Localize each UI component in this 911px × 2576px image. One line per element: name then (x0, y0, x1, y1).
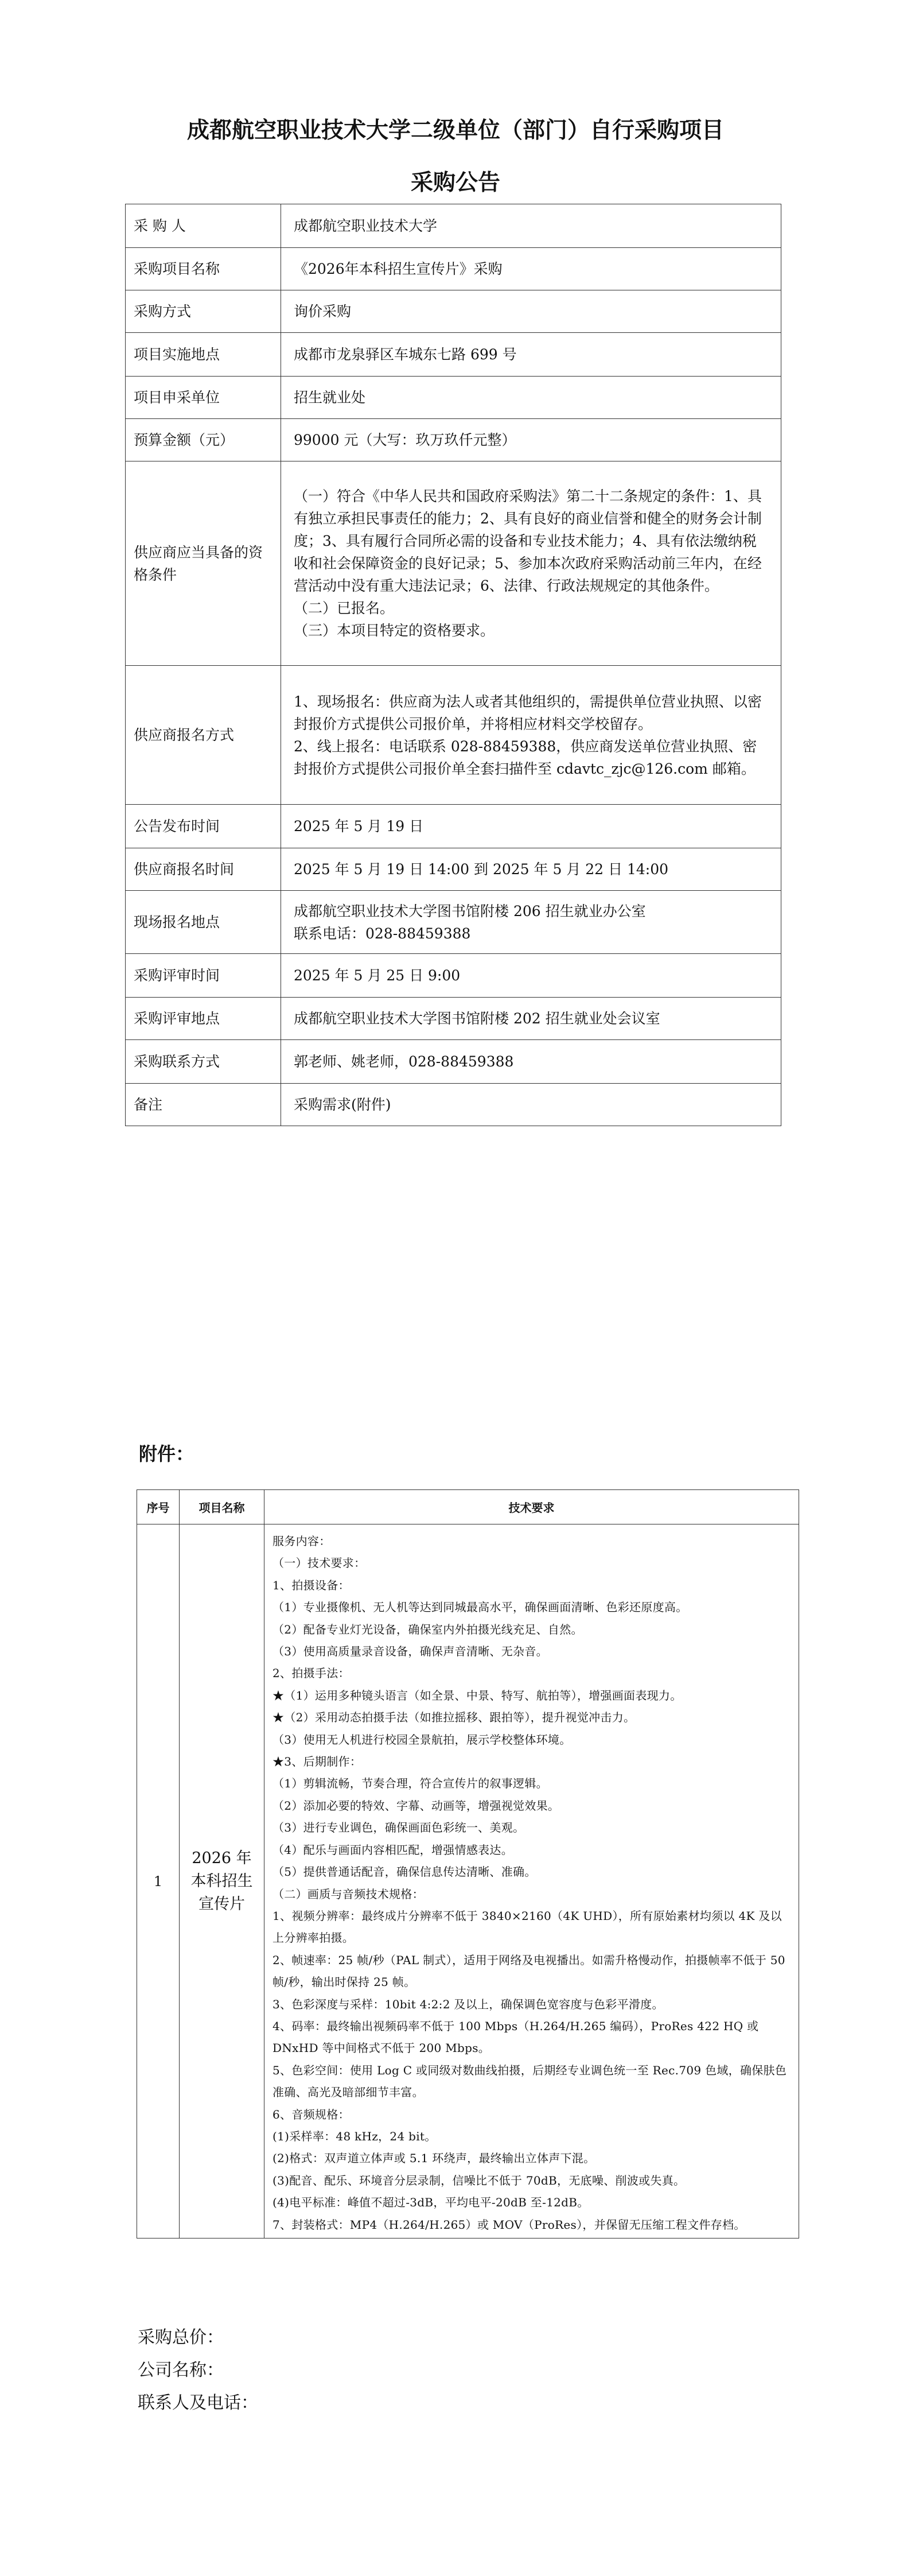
field-value-line: 成都航空职业技术大学图书馆附楼 206 招生就业办公室 (294, 902, 646, 920)
header-seq: 序号 (137, 1490, 180, 1524)
spec-line: 5、色彩空间：使用 Log C 或同级对数曲线拍摄，后期经专业调色统一至 Rec.709 色域，确保肤色准确、高光及暗部细节丰富。 (272, 2063, 787, 2100)
field-value-line: 2025 年 5 月 25 日 9:00 (294, 967, 461, 984)
spec-line: (2)格式：双声道立体声或 5.1 环绕声，最终输出立体声下混。 (272, 2151, 595, 2166)
table-header-row (137, 1490, 799, 1524)
field-value (281, 204, 781, 248)
row-technical-requirements (264, 1524, 799, 2239)
table-row (126, 848, 781, 891)
spec-line: （3）使用无人机进行校园全景航拍，展示学校整体环境。 (272, 1732, 571, 1747)
spec-line: 1、视频分辨率：最终成片分辨率不低于 3840×2160（4K UHD），所有原始素材均须以 4K 及以上分辨率拍摄。 (272, 1908, 782, 1945)
field-value-line: 2、线上报名：电话联系 028-88459388，供应商发送单位营业执照、密封报价方式提供公司报价单全套扫描件至 cdavtc_zjc@126.com 邮箱。 (294, 738, 757, 777)
field-value-line: 2025 年 5 月 19 日 (294, 818, 424, 835)
table-row (137, 1524, 799, 2239)
spec-line: ★（2）采用动态拍摄手法（如推拉摇移、跟拍等），提升视觉冲击力。 (272, 1710, 636, 1725)
field-label: 项目实施地点 (126, 333, 281, 377)
table-row (126, 666, 781, 805)
field-value (281, 998, 781, 1040)
field-value (281, 1084, 781, 1126)
spec-line: （4）配乐与画面内容相匹配，增强情感表达。 (272, 1842, 513, 1857)
field-label: 采购评审时间 (126, 954, 281, 998)
row-project-name: 2026 年本科招生宣传片 (180, 1524, 264, 2239)
spec-line: 3、色彩深度与采样：10bit 4:2:2 及以上，确保调色宽容度与色彩平滑度。 (272, 1997, 664, 2011)
spec-line: 1、拍摄设备： (272, 1578, 350, 1592)
field-value-line: 2025 年 5 月 19 日 14:00 到 2025 年 5 月 22 日 14:00 (294, 861, 669, 878)
field-value (281, 290, 781, 333)
field-value (281, 666, 781, 805)
field-value-line: 采购需求(附件) (294, 1096, 391, 1113)
table-row (126, 333, 781, 377)
table-row (126, 419, 781, 461)
spec-line: （5）提供普通话配音，确保信息传达清晰、准确。 (272, 1865, 536, 1879)
footer-contact: 联系人及电话： (138, 2393, 258, 2413)
spec-line: (1)采样率：48 kHz，24 bit。 (272, 2129, 437, 2143)
field-value-line: 郭老师、姚老师，028-88459388 (294, 1053, 514, 1070)
spec-line: 4、码率：最终输出视频码率不低于 100 Mbps（H.264/H.265 编码），ProRes 422 HQ 或 DNxHD 等中间格式不低于 200 Mbps。 (272, 2019, 759, 2055)
spec-line: （3）使用高质量录音设备，确保声音清晰、无杂音。 (272, 1644, 548, 1659)
field-label: 采购联系方式 (126, 1040, 281, 1084)
field-value-line: 成都航空职业技术大学图书馆附楼 202 招生就业处会议室 (294, 1010, 660, 1027)
field-label: 项目申采单位 (126, 377, 281, 419)
field-value-line: 成都航空职业技术大学 (294, 218, 438, 234)
technical-requirements-table (137, 1489, 799, 2239)
table-row (126, 954, 781, 998)
field-value-line: （一）符合《中华人民共和国政府采购法》第二十二条规定的条件：1、具有独立承担民事责任的能力；2、具有良好的商业信誉和健全的财务会计制度；3、具有履行合同所必需的设备和专业技术能力；4、具有依法缴纳税收和社会保障资金的良好记录；5、参加本次政府采购活动前三年内，在经营活动中没有重大违法记录；6、法律、行政法规规定的其他条件。 (294, 488, 762, 594)
spec-line: （一）技术要求： (272, 1556, 366, 1570)
field-value (281, 248, 781, 290)
field-value-line: 招生就业处 (294, 389, 366, 406)
field-value (281, 1040, 781, 1084)
table-row (126, 290, 781, 333)
field-label: 公告发布时间 (126, 805, 281, 848)
field-value-line: 成都市龙泉驿区车城东七路 699 号 (294, 346, 517, 363)
field-label: 供应商报名时间 (126, 848, 281, 891)
field-label: 采购方式 (126, 290, 281, 333)
field-label: 备注 (126, 1084, 281, 1126)
field-value-line: （三）本项目特定的资格要求。 (294, 622, 495, 639)
field-value (281, 954, 781, 998)
field-value-line: 1、现场报名：供应商为法人或者其他组织的，需提供单位营业执照、以密封报价方式提供公司报价单，并将相应材料交学校留存。 (294, 693, 762, 732)
field-value-line: 联系电话：028-88459388 (294, 925, 471, 942)
spec-line: 6、音频规格： (272, 2107, 350, 2121)
field-value (281, 848, 781, 891)
spec-line: 7、封装格式：MP4（H.264/H.265）或 MOV（ProRes），并保留无压缩工程文件存档。 (272, 2217, 746, 2232)
spec-line: （1）剪辑流畅，节奏合理，符合宣传片的叙事逻辑。 (272, 1776, 548, 1791)
footer-company-name: 公司名称： (138, 2360, 224, 2380)
field-label: 供应商应当具备的资格条件 (126, 461, 281, 666)
field-value-line: （二）已报名。 (294, 600, 395, 616)
field-value-line: 询价采购 (294, 303, 352, 320)
spec-line: （2）添加必要的特效、字幕、动画等，增强视觉效果。 (272, 1798, 560, 1813)
spec-line: ★（1）运用多种镜头语言（如全景、中景、特写、航拍等），增强画面表现力。 (272, 1688, 682, 1702)
field-value-line: 99000 元（大写：玖万玖仟元整） (294, 432, 516, 448)
spec-line: （2）配备专业灯光设备，确保室内外拍摄光线充足、自然。 (272, 1622, 583, 1636)
spec-line: (3)配音、配乐、环境音分层录制，信噪比不低于 70dB，无底噪、削波或失真。 (272, 2173, 686, 2187)
header-project-name: 项目名称 (180, 1490, 264, 1524)
header-technical-requirements: 技术要求 (264, 1490, 799, 1524)
field-value-line: 《2026年本科招生宣传片》采购 (294, 261, 503, 277)
spec-line: （1）专业摄像机、无人机等达到同城最高水平，确保画面清晰、色彩还原度高。 (272, 1600, 688, 1615)
spec-line: 2、拍摄手法： (272, 1666, 350, 1681)
field-label: 采购评审地点 (126, 998, 281, 1040)
table-row (126, 461, 781, 666)
spec-line: ★3、后期制作： (272, 1755, 362, 1769)
spec-line: (4)电平标准：峰值不超过-3dB，平均电平-20dB 至-12dB。 (272, 2195, 589, 2210)
table-row (126, 204, 781, 248)
spec-line: 服务内容： (272, 1534, 331, 1548)
table-row (126, 1084, 781, 1126)
field-label: 采购项目名称 (126, 248, 281, 290)
field-value (281, 805, 781, 848)
footer-total-price: 采购总价： (138, 2327, 224, 2348)
field-label: 现场报名地点 (126, 891, 281, 954)
row-seq: 1 (137, 1524, 180, 2239)
table-row (126, 998, 781, 1040)
field-value (281, 377, 781, 419)
field-label: 供应商报名方式 (126, 666, 281, 805)
notice-title: 成都航空职业技术大学二级单位（部门）自行采购项目 (186, 118, 724, 143)
notice-subtitle: 采购公告 (410, 170, 500, 196)
field-label: 预算金额（元） (126, 419, 281, 461)
field-value (281, 419, 781, 461)
spec-line: （二）画质与音频技术规格： (272, 1887, 424, 1901)
field-value (281, 891, 781, 954)
field-value (281, 461, 781, 666)
annex-label: 附件： (139, 1443, 194, 1465)
table-row (126, 1040, 781, 1084)
table-row (126, 377, 781, 419)
spec-line: 2、帧速率：25 帧/秒（PAL 制式），适用于网络及电视播出。如需升格慢动作，拍摄帧率不低于 50 帧/秒，输出时保持 25 帧。 (272, 1953, 785, 1989)
table-row (126, 805, 781, 848)
field-label: 采 购 人 (126, 204, 281, 248)
field-value (281, 333, 781, 377)
table-row (126, 248, 781, 290)
table-row (126, 891, 781, 954)
spec-line: （3）进行专业调色，确保画面色彩统一、美观。 (272, 1821, 525, 1835)
procurement-info-table (125, 204, 781, 1126)
